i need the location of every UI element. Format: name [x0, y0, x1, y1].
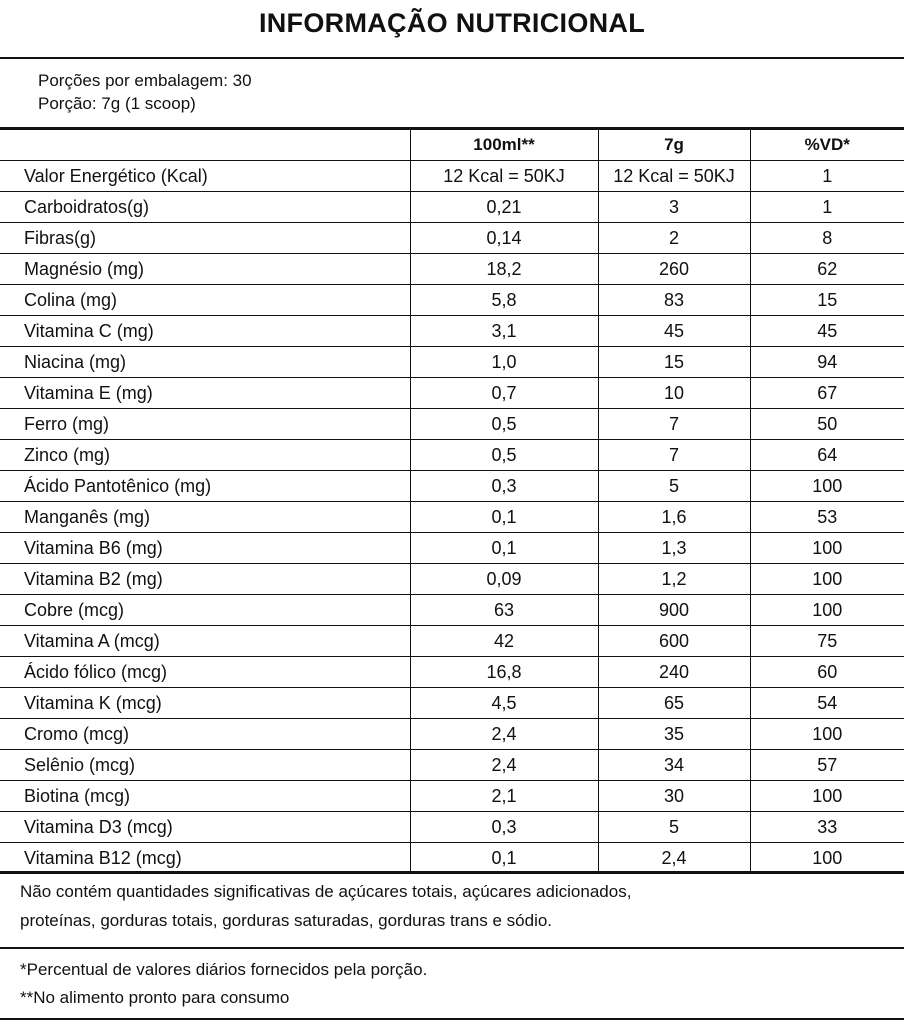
value-per-portion: 1,6 [598, 502, 750, 533]
table-row [0, 626, 904, 657]
daily-value-percent: 1 [750, 192, 904, 223]
value-per-portion: 260 [598, 254, 750, 285]
daily-value-percent: 33 [750, 812, 904, 843]
value-per-100ml: 1,0 [410, 347, 598, 378]
value-per-portion: 10 [598, 378, 750, 409]
divider [0, 57, 904, 59]
nutrient-name: Fibras(g) [0, 223, 410, 254]
value-per-100ml: 2,4 [410, 750, 598, 781]
table-row [0, 781, 904, 812]
daily-value-percent: 15 [750, 285, 904, 316]
value-per-100ml: 0,1 [410, 533, 598, 564]
table-row [0, 254, 904, 285]
table-row [0, 719, 904, 750]
nutrient-name: Colina (mg) [0, 285, 410, 316]
column-header-nutrient [0, 130, 410, 161]
value-per-portion: 3 [598, 192, 750, 223]
daily-value-percent: 57 [750, 750, 904, 781]
nutrient-name: Magnésio (mg) [0, 254, 410, 285]
nutrient-name: Vitamina A (mcg) [0, 626, 410, 657]
value-per-100ml: 0,5 [410, 409, 598, 440]
value-per-100ml: 0,3 [410, 471, 598, 502]
nutrient-name: Vitamina B6 (mg) [0, 533, 410, 564]
daily-value-percent: 100 [750, 533, 904, 564]
value-per-portion: 5 [598, 471, 750, 502]
nutrient-name: Cobre (mcg) [0, 595, 410, 626]
value-per-portion: 34 [598, 750, 750, 781]
nutrient-name: Vitamina C (mg) [0, 316, 410, 347]
page-title: INFORMAÇÃO NUTRICIONAL [258, 8, 646, 38]
value-per-100ml: 5,8 [410, 285, 598, 316]
daily-value-percent: 8 [750, 223, 904, 254]
daily-value-percent: 100 [750, 843, 904, 874]
value-per-100ml: 0,14 [410, 223, 598, 254]
table-row [0, 688, 904, 719]
table-row [0, 285, 904, 316]
value-per-100ml: 0,1 [410, 502, 598, 533]
value-per-portion: 600 [598, 626, 750, 657]
table-row [0, 502, 904, 533]
column-header-100ml: 100ml** [410, 130, 598, 161]
not-significant-note-line2: proteínas, gorduras totais, gorduras saturadas, gorduras trans e sódio. [20, 911, 553, 930]
nutrient-name: Carboidratos(g) [0, 192, 410, 223]
column-header-vd: %VD* [750, 130, 904, 161]
daily-value-percent: 100 [750, 564, 904, 595]
value-per-portion: 30 [598, 781, 750, 812]
value-per-portion: 45 [598, 316, 750, 347]
nutrient-name: Ferro (mg) [0, 409, 410, 440]
value-per-100ml: 2,1 [410, 781, 598, 812]
table-row [0, 316, 904, 347]
daily-value-percent: 54 [750, 688, 904, 719]
value-per-100ml: 2,4 [410, 719, 598, 750]
value-per-100ml: 4,5 [410, 688, 598, 719]
daily-value-percent: 100 [750, 781, 904, 812]
daily-value-percent: 100 [750, 719, 904, 750]
value-per-100ml: 18,2 [410, 254, 598, 285]
nutrition-table [0, 130, 904, 874]
nutrient-name: Vitamina E (mg) [0, 378, 410, 409]
table-row [0, 409, 904, 440]
daily-value-percent: 75 [750, 626, 904, 657]
value-per-portion: 35 [598, 719, 750, 750]
table-row [0, 533, 904, 564]
value-per-100ml: 3,1 [410, 316, 598, 347]
daily-value-percent: 53 [750, 502, 904, 533]
value-per-100ml: 0,5 [410, 440, 598, 471]
value-per-portion: 900 [598, 595, 750, 626]
daily-value-percent: 100 [750, 595, 904, 626]
table-row [0, 223, 904, 254]
serving-size: Porção: 7g (1 scoop) [38, 94, 196, 113]
value-per-portion: 1,2 [598, 564, 750, 595]
value-per-portion: 1,3 [598, 533, 750, 564]
table-header-row [0, 130, 904, 161]
daily-value-percent: 94 [750, 347, 904, 378]
value-per-portion: 15 [598, 347, 750, 378]
nutrient-name: Vitamina B2 (mg) [0, 564, 410, 595]
value-per-100ml: 12 Kcal = 50KJ [410, 161, 598, 192]
daily-value-percent: 50 [750, 409, 904, 440]
nutrient-name: Cromo (mcg) [0, 719, 410, 750]
table-row [0, 192, 904, 223]
value-per-100ml: 16,8 [410, 657, 598, 688]
table-row [0, 471, 904, 502]
daily-value-percent: 67 [750, 378, 904, 409]
nutrient-name: Manganês (mg) [0, 502, 410, 533]
value-per-portion: 2 [598, 223, 750, 254]
table-row [0, 843, 904, 874]
column-header-portion: 7g [598, 130, 750, 161]
value-per-portion: 83 [598, 285, 750, 316]
value-per-portion: 240 [598, 657, 750, 688]
value-per-portion: 5 [598, 812, 750, 843]
value-per-100ml: 0,7 [410, 378, 598, 409]
value-per-portion: 7 [598, 409, 750, 440]
daily-value-percent: 60 [750, 657, 904, 688]
table-row [0, 595, 904, 626]
nutrient-name: Valor Energético (Kcal) [0, 161, 410, 192]
daily-value-percent: 45 [750, 316, 904, 347]
value-per-100ml: 0,3 [410, 812, 598, 843]
table-row [0, 750, 904, 781]
daily-value-percent: 64 [750, 440, 904, 471]
nutrient-name: Vitamina B12 (mcg) [0, 843, 410, 874]
nutrient-name: Ácido fólico (mcg) [0, 657, 410, 688]
table-row [0, 440, 904, 471]
value-per-100ml: 42 [410, 626, 598, 657]
table-row [0, 657, 904, 688]
value-per-100ml: 63 [410, 595, 598, 626]
table-row [0, 812, 904, 843]
value-per-100ml: 0,09 [410, 564, 598, 595]
daily-value-percent: 1 [750, 161, 904, 192]
table-row [0, 378, 904, 409]
table-row [0, 564, 904, 595]
footnote-ready-to-consume: **No alimento pronto para consumo [20, 988, 290, 1007]
nutrient-name: Ácido Pantotênico (mg) [0, 471, 410, 502]
table-row [0, 161, 904, 192]
daily-value-percent: 100 [750, 471, 904, 502]
divider [0, 871, 904, 873]
nutrient-name: Vitamina D3 (mcg) [0, 812, 410, 843]
value-per-100ml: 0,21 [410, 192, 598, 223]
nutrient-name: Zinco (mg) [0, 440, 410, 471]
nutrient-name: Biotina (mcg) [0, 781, 410, 812]
nutrient-name: Niacina (mg) [0, 347, 410, 378]
table-row [0, 347, 904, 378]
footnote-vd: *Percentual de valores diários fornecidos pela porção. [20, 960, 428, 979]
nutrient-name: Vitamina K (mcg) [0, 688, 410, 719]
divider [0, 1018, 904, 1020]
value-per-portion: 65 [598, 688, 750, 719]
value-per-portion: 2,4 [598, 843, 750, 874]
nutrient-name: Selênio (mcg) [0, 750, 410, 781]
servings-per-package: Porções por embalagem: 30 [38, 71, 252, 90]
value-per-100ml: 0,1 [410, 843, 598, 874]
value-per-portion: 12 Kcal = 50KJ [598, 161, 750, 192]
not-significant-note-line1: Não contém quantidades significativas de açúcares totais, açúcares adicionados, [20, 882, 632, 901]
divider [0, 947, 904, 949]
daily-value-percent: 62 [750, 254, 904, 285]
value-per-portion: 7 [598, 440, 750, 471]
